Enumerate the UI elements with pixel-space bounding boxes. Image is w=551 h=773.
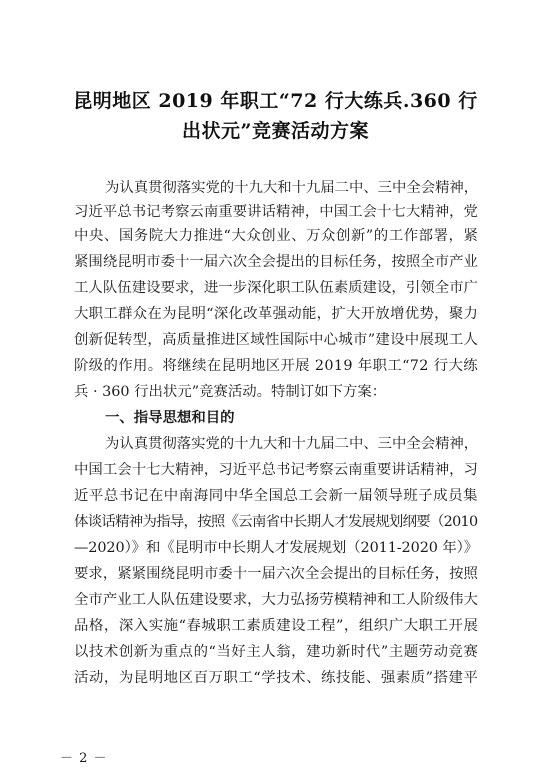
paragraph-line: 活动，为昆明地区百万职工“学技术、练技能、强素质”搭建平 [74,670,479,686]
paragraph-line: —2020）》和《昆明市中长期人才发展规划（2011-2020 年）》 [74,540,479,556]
page-number: － 2 － [60,751,108,766]
paragraph-line: 为认真贯彻落实党的十九大和十九届二中、三中全会精神， [105,436,479,452]
section-heading: 一、指导思想和目的 [105,410,235,426]
paragraph-line: 以技术创新为重点的“当好主人翁，建功新时代”主题劳动竞赛 [74,644,479,660]
paragraph-line: 为认真贯彻落实党的十九大和十九届二中、三中全会精神， [105,180,479,196]
paragraph-line: 要求，紧紧围绕昆明市委十一届六次全会提出的目标任务，按照 [74,566,478,582]
paragraph-line: 近平总书记在中南海同中华全国总工会新一届领导班子成员集 [74,488,479,504]
paragraph-line: 中央、国务院大力推进“大众创业、万众创新”的工作部署，紧 [74,228,479,244]
paragraph-line: 体谈话精神为指导，按照《云南省中长期人才发展规划纲要（2010 [74,514,478,530]
paragraph-line: 阶级的作用。将继续在昆明地区开展 2019 年职工“72 行大练 [74,358,478,374]
paragraph-line: 兵 · 360 行出状元”竞赛活动。特制订如下方案： [74,384,387,400]
paragraph-line: 习近平总书记考察云南重要讲话精神，中国工会十七大精神，党 [74,204,478,220]
title-line-2: 出状元”竞赛活动方案 [182,120,369,142]
paragraph-line: 中国工会十七大精神，习近平总书记考察云南重要讲话精神，习 [74,462,478,478]
paragraph-line: 大职工群众在为昆明“深化改革强动能，扩大开放增优势，聚力 [74,306,479,322]
paragraph-line: 工人队伍建设要求，进一步深化职工队伍素质建设，引领全市广 [74,280,478,296]
title-line-1: 昆明地区 2019 年职工“72 行大练兵.360 行 [73,90,478,112]
document-title [60,86,491,146]
paragraph-line: 创新促转型，高质量推进区域性国际中心城市”建设中展现工人 [74,332,479,348]
paragraph-line: 紧围绕昆明市委十一届六次全会提出的目标任务，按照全市产业 [74,254,478,270]
paragraph-line: 全市产业工人队伍建设要求，大力弘扬劳模精神和工人阶级伟大 [74,592,478,608]
paragraph-line: 品格，深入实施“春城职工素质建设工程”，组织广大职工开展 [74,618,479,634]
